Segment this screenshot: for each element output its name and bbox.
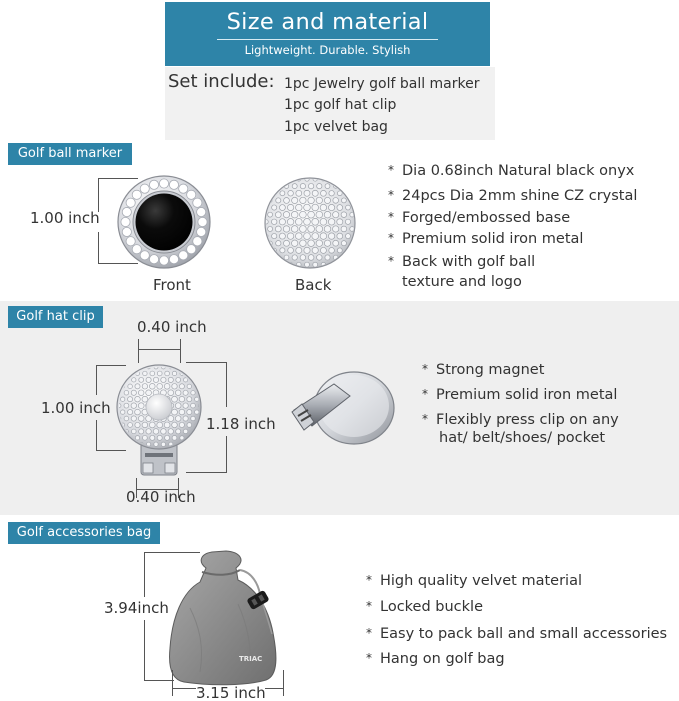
bullet-star-icon: * — [422, 387, 428, 401]
crystal-stone — [193, 198, 202, 207]
dimple — [279, 233, 285, 239]
dimple — [150, 435, 155, 440]
bullet-star-icon: * — [388, 163, 394, 177]
dimple — [308, 255, 314, 261]
dimple — [313, 262, 318, 267]
dimension-line — [226, 362, 227, 407]
clip-feature: * Flexibly press clip on any — [422, 412, 619, 428]
dimple — [346, 205, 351, 210]
dimple — [146, 377, 151, 382]
crystal-stone — [169, 180, 178, 189]
dimple — [271, 219, 277, 225]
dimple — [346, 234, 351, 239]
dimple — [128, 384, 133, 389]
dimension-line — [138, 349, 180, 350]
dimple — [283, 226, 289, 232]
dimple — [172, 384, 177, 389]
clip-feature: * Premium solid iron metal — [422, 387, 618, 403]
dimple — [172, 422, 178, 428]
dimple — [324, 197, 330, 203]
dimple — [124, 390, 129, 395]
dimple — [316, 211, 323, 218]
dimple — [292, 255, 297, 260]
dimple — [284, 240, 290, 246]
dimple — [139, 429, 144, 434]
title-divider — [217, 39, 438, 40]
dimple — [312, 204, 319, 211]
set-item: 1pc velvet bag — [284, 119, 388, 135]
dimple — [296, 204, 303, 211]
bullet-star-icon: * — [388, 188, 394, 202]
dimple — [341, 226, 347, 232]
dimple — [268, 226, 273, 231]
dimple — [308, 211, 315, 218]
dimple — [328, 204, 334, 210]
dimple — [329, 248, 335, 254]
back-label: Back — [295, 276, 332, 294]
crystal-stone — [140, 184, 149, 193]
dimple — [175, 390, 181, 396]
dimple — [341, 198, 346, 203]
clip-bottom-dimension-label: 0.40 inch — [126, 488, 196, 506]
dimple — [120, 410, 124, 414]
bullet-star-icon: * — [366, 599, 372, 613]
dimple — [333, 240, 339, 246]
clip-feature: * Strong magnet — [422, 362, 545, 378]
dimension-line — [265, 688, 283, 689]
dimple — [191, 403, 196, 408]
crystal-stone — [122, 227, 131, 236]
crystal-stone — [159, 179, 168, 188]
clip-feature-continued: hat/ belt/shoes/ pocket — [439, 430, 606, 446]
dimple — [165, 371, 170, 376]
dimple — [161, 442, 165, 446]
dimple — [187, 423, 192, 428]
crystal-stone — [149, 255, 158, 264]
set-item: 1pc Jewelry golf ball marker — [284, 76, 480, 92]
dimple — [146, 429, 151, 434]
bag-feature: * Locked buckle — [366, 599, 483, 615]
bullet-star-icon: * — [422, 362, 428, 376]
dimple — [316, 226, 323, 233]
dimension-line — [172, 688, 196, 689]
dimple — [135, 409, 141, 415]
dimple — [153, 429, 159, 435]
dimple — [128, 423, 133, 428]
dimple — [295, 233, 302, 240]
dimple — [328, 219, 335, 226]
dimple — [135, 436, 139, 440]
marker-feature: * Back with golf ball — [388, 254, 536, 270]
dimple — [280, 191, 285, 196]
clip-left-dimension-label: 1.00 inch — [41, 399, 111, 417]
dimple — [164, 422, 170, 428]
dimple — [300, 226, 307, 233]
front-label: Front — [153, 276, 191, 294]
dimple — [337, 248, 342, 253]
dimple — [128, 397, 133, 402]
dimension-line — [98, 232, 99, 264]
dimple — [287, 219, 294, 226]
dimple — [191, 391, 195, 395]
dimple — [183, 429, 188, 434]
dimple — [300, 240, 307, 247]
dimple — [153, 377, 158, 382]
dimple — [164, 383, 170, 389]
dimple — [168, 377, 173, 382]
bullet-star-icon: * — [366, 651, 372, 665]
dimple — [138, 390, 144, 396]
dimple — [187, 410, 192, 415]
dimple — [142, 422, 148, 428]
dimple — [157, 383, 163, 389]
dimple — [187, 397, 192, 402]
dimension-line — [144, 620, 145, 681]
dimple — [175, 403, 181, 409]
dimension-line — [172, 670, 173, 696]
bullet-star-icon: * — [388, 231, 394, 245]
dimple — [121, 397, 125, 401]
dimple — [139, 377, 144, 382]
set-include-title: Set include: — [168, 71, 275, 92]
dimple — [312, 233, 319, 240]
dimple — [337, 205, 343, 211]
crystal-stone — [187, 190, 196, 199]
dimple — [345, 219, 350, 224]
section-tag-golf-accessories-bag: Golf accessories bag — [8, 522, 160, 544]
dimple — [149, 422, 155, 428]
section-tag-golf-ball-marker: Golf ball marker — [8, 143, 132, 165]
dimension-line — [96, 365, 97, 395]
dimple — [268, 212, 273, 217]
marker-feature-continued: texture and logo — [402, 274, 522, 290]
dimple — [175, 416, 181, 422]
dimple — [283, 211, 289, 217]
page-title: Size and material — [226, 9, 429, 35]
marker-feature: * 24pcs Dia 2mm shine CZ crystal — [388, 188, 638, 204]
dimple — [320, 190, 326, 196]
dimension-line — [226, 436, 227, 473]
bullet-star-icon: * — [366, 626, 372, 640]
bag-height-label: 3.94inch — [104, 599, 169, 617]
velvet-bag-image — [160, 548, 290, 686]
bag-feature: * High quality velvet material — [366, 573, 582, 589]
crystal-stone — [187, 245, 196, 254]
dimple — [304, 204, 311, 211]
dimple — [291, 226, 298, 233]
dimple — [172, 371, 176, 375]
dimple — [292, 240, 298, 246]
dimple — [161, 429, 167, 435]
dimple — [128, 409, 133, 414]
dimple — [337, 219, 343, 225]
dimple — [124, 416, 129, 421]
marker-front-image — [114, 175, 214, 269]
dimple — [135, 396, 141, 402]
dimple — [320, 218, 327, 225]
section-tag-golf-hat-clip: Golf hat clip — [8, 306, 103, 328]
clip-right-dimension-label: 1.18 inch — [206, 415, 276, 433]
marker-feature: * Dia 0.68inch Natural black onyx — [388, 163, 635, 179]
dimple — [172, 409, 178, 415]
dimple — [304, 190, 310, 196]
dimple — [143, 435, 148, 440]
dimple — [324, 226, 331, 233]
crystal-stone — [193, 237, 202, 246]
dimple — [292, 197, 298, 203]
dimple — [296, 247, 302, 253]
dimple — [131, 429, 136, 434]
dimple — [305, 262, 310, 267]
dimple — [176, 429, 181, 434]
marker-back-image — [262, 177, 358, 269]
dimple — [292, 184, 297, 189]
dimple — [312, 218, 319, 225]
dimple — [132, 378, 136, 382]
dimple — [324, 240, 330, 246]
dimple — [131, 416, 136, 421]
bag-logo: TRIAC — [239, 655, 263, 663]
dimple — [337, 233, 343, 239]
dimple — [168, 416, 174, 422]
dimple — [149, 383, 155, 389]
dimple — [304, 247, 310, 253]
page-subtitle: Lightweight. Durable. Stylish — [244, 43, 411, 57]
crystal-stone — [149, 180, 158, 189]
dimple — [296, 190, 302, 196]
dimple — [179, 384, 184, 389]
dimple — [317, 255, 323, 261]
dimple — [124, 403, 129, 408]
dimple — [176, 377, 181, 382]
dimple — [272, 205, 277, 210]
marker-feature: * Forged/embossed base — [388, 210, 571, 226]
crystal-stone — [197, 207, 206, 216]
set-item: 1pc golf hat clip — [284, 97, 397, 113]
dimple — [191, 416, 196, 421]
dimple — [275, 212, 281, 218]
dimple — [300, 197, 306, 203]
hat-clip-front-image — [114, 359, 204, 477]
bag-width-label: 3.15 inch — [196, 684, 266, 701]
dimple — [300, 183, 305, 188]
dimension-line — [96, 420, 97, 451]
crystal-stone — [132, 190, 141, 199]
dimple — [333, 226, 339, 232]
dimension-line — [144, 552, 145, 597]
dimple — [300, 255, 306, 261]
marker-feature: * Premium solid iron metal — [388, 231, 584, 247]
dimple — [135, 384, 140, 389]
dimple — [138, 416, 144, 422]
dimple — [288, 247, 294, 253]
dimple — [172, 396, 178, 402]
crystal-stone — [197, 227, 206, 236]
dimple — [329, 191, 334, 196]
dimple — [179, 422, 184, 427]
dimple — [325, 255, 330, 260]
dimple — [333, 212, 339, 218]
dimple — [308, 226, 315, 233]
dimple — [131, 403, 137, 409]
dimple — [308, 183, 313, 188]
dimple — [165, 435, 170, 440]
bag-feature: * Hang on golf bag — [366, 651, 505, 667]
dimple — [157, 371, 162, 376]
dimple — [279, 205, 285, 211]
crystal-stone — [121, 217, 130, 226]
dimple — [312, 247, 318, 253]
dimple — [304, 218, 311, 225]
dimple — [280, 248, 285, 253]
crystal-stone — [122, 207, 131, 216]
crystal-stone — [126, 237, 135, 246]
dimple — [304, 233, 311, 240]
dimple — [157, 435, 162, 440]
hat-clip-side-image — [284, 370, 396, 450]
dimple — [138, 403, 144, 409]
dimple — [187, 384, 191, 388]
clip-top-dimension-label: 0.40 inch — [137, 318, 207, 336]
dimple — [276, 198, 281, 203]
dimple — [328, 233, 334, 239]
dimple — [146, 390, 152, 396]
bullet-star-icon: * — [388, 210, 394, 224]
dimple — [312, 190, 318, 196]
dimple — [295, 218, 302, 225]
dimple — [317, 183, 322, 188]
dimple — [287, 204, 293, 210]
dimple — [341, 241, 346, 246]
dimple — [131, 390, 136, 395]
dimension-line — [98, 178, 99, 212]
dimple — [276, 241, 281, 246]
dimple — [168, 429, 173, 434]
dimple — [320, 247, 326, 253]
crystal-stone — [140, 251, 149, 260]
dimple — [320, 204, 327, 211]
crystal-stone — [126, 198, 135, 207]
dimple — [287, 233, 293, 239]
dimple — [341, 212, 347, 218]
dimple — [195, 410, 199, 414]
dimple — [316, 240, 323, 247]
dimple — [150, 371, 155, 376]
dimple — [279, 219, 285, 225]
dimple — [183, 390, 188, 395]
dimple — [272, 233, 277, 238]
dimple — [161, 377, 166, 382]
crystal-stone — [132, 245, 141, 254]
bullet-star-icon: * — [422, 412, 428, 426]
dimple — [275, 226, 281, 232]
dimple — [308, 197, 314, 203]
crystal-stone — [198, 217, 207, 226]
dimple — [179, 396, 185, 402]
dimple — [183, 403, 188, 408]
marker-diameter-label: 1.00 inch — [30, 209, 100, 227]
crystal-stone — [159, 256, 168, 265]
dimple — [154, 442, 158, 446]
dimple — [300, 211, 307, 218]
dimple — [288, 190, 294, 196]
crystal-stone — [179, 251, 188, 260]
dimple — [183, 416, 188, 421]
dimple — [333, 198, 339, 204]
header-banner — [165, 2, 490, 66]
crystal-stone — [169, 255, 178, 264]
dimple — [291, 211, 298, 218]
bullet-star-icon: * — [366, 573, 372, 587]
dimension-line — [283, 670, 284, 696]
dimple — [143, 371, 147, 375]
dimple — [316, 197, 322, 203]
dimple — [308, 240, 315, 247]
dimple — [172, 435, 177, 440]
dimple — [324, 211, 331, 218]
dimple — [168, 390, 174, 396]
bullet-star-icon: * — [388, 254, 394, 268]
dimple — [135, 422, 140, 427]
dimple — [142, 384, 148, 390]
dimple — [320, 233, 327, 240]
crystal-stone — [179, 184, 188, 193]
dimple — [157, 422, 163, 428]
dimple — [179, 409, 185, 415]
dimple — [325, 184, 330, 189]
dimple — [284, 197, 290, 203]
bag-feature: * Easy to pack ball and small accessories — [366, 626, 668, 642]
